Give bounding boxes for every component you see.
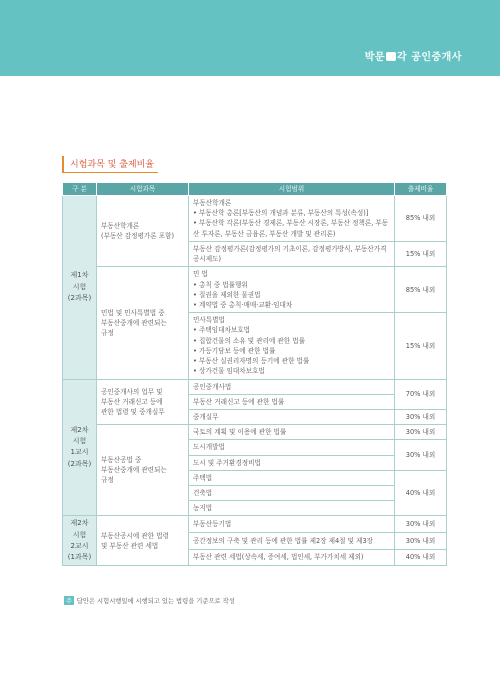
ratio-cell: 40% 내외 bbox=[395, 470, 447, 516]
exam2-1-category: 제2차 시험 1교시 (2과목) bbox=[63, 379, 97, 516]
ratio-cell: 40% 내외 bbox=[395, 549, 447, 566]
range-heading: 부동산학개론 bbox=[193, 199, 232, 207]
header-category: 구 분 bbox=[63, 183, 97, 196]
range-item: • 총칙 중 법률행위 bbox=[193, 280, 248, 289]
ratio-cell: 70% 내외 bbox=[395, 379, 447, 409]
range-item: • 집합건물의 소유 및 관리에 관한 법률 bbox=[193, 336, 306, 345]
range-cell: 중개실무 bbox=[189, 409, 395, 424]
header-range: 시험범위 bbox=[189, 183, 395, 196]
exam1-subject2: 민법 및 민사특별법 중 부동산중개에 관련되는 규정 bbox=[97, 267, 189, 379]
header-subject: 시험과목 bbox=[97, 183, 189, 196]
range-item: • 질권을 제외한 물권법 bbox=[193, 290, 261, 299]
table-row bbox=[63, 196, 447, 242]
range-item: • 부동산학 총론[부동산의 개념과 분류, 부동산의 특성(속성)] bbox=[193, 209, 369, 218]
range-cell: 국토의 계획 및 이용에 관한 법률 bbox=[189, 425, 395, 440]
range-item: • 주택임대차보호법 bbox=[193, 326, 250, 335]
range-cell: 도시 및 주거환경정비법 bbox=[189, 455, 395, 470]
range-item: • 부동산학 각론(부동산 경제론, 부동산 시장론, 부동산 정책론, 부동산 투자론, 부동산 금융론, 부동산 개발 및 관리론) bbox=[193, 219, 389, 238]
exam1-subject2-range2 bbox=[189, 313, 395, 379]
exam2-2-subject: 부동산공시에 관한 법령 및 부동산 관련 세법 bbox=[97, 516, 189, 566]
ratio-cell: 30% 내외 bbox=[395, 516, 447, 533]
table-header-row bbox=[63, 183, 447, 196]
range-cell: 건축법 bbox=[189, 486, 395, 501]
range-cell: 부동산등기법 bbox=[189, 516, 395, 533]
table-row bbox=[63, 516, 447, 533]
range-cell: 주택법 bbox=[189, 470, 395, 485]
range-cell: 부동산 거래신고 등에 관한 법률 bbox=[189, 394, 395, 409]
footnote-text: 답안은 시험시행일에 시행되고 있는 법령을 기준으로 작성 bbox=[76, 598, 235, 605]
exam1-subject1: 부동산학개론 (부동산 감정평가론 포함) bbox=[97, 196, 189, 267]
ratio-cell: 30% 내외 bbox=[395, 440, 447, 470]
section-title: 시험과목 및 출제비율 bbox=[62, 156, 158, 173]
range-heading: 민사특별법 bbox=[193, 316, 225, 325]
exam2-1-subject2: 부동산공법 중 부동산중개에 관련되는 규정 bbox=[97, 425, 189, 516]
brand-logo bbox=[365, 48, 462, 63]
brand-name-part2: 각 공인중개사 bbox=[397, 52, 462, 63]
exam1-category: 제1차 시험 (2과목) bbox=[63, 196, 97, 380]
table-row bbox=[63, 425, 447, 440]
table-row bbox=[63, 267, 447, 313]
range-item: • 상가건물 임대차보호법 bbox=[193, 367, 265, 376]
exam2-1-subject1: 공인중개사의 업무 및 부동산 거래신고 등에 관한 법령 및 중개실무 bbox=[97, 379, 189, 425]
ratio-cell: 85% 내외 bbox=[395, 267, 447, 313]
footnote-tag: 주 bbox=[66, 598, 72, 605]
ratio-cell: 30% 내외 bbox=[395, 425, 447, 440]
footnote bbox=[64, 596, 235, 605]
exam-subjects-table bbox=[62, 182, 447, 566]
ratio-cell: 30% 내외 bbox=[395, 409, 447, 424]
ratio-cell: 85% 내외 bbox=[395, 196, 447, 242]
ratio-cell: 15% 내외 bbox=[395, 313, 447, 379]
exam1-subject1-range2: 부동산 감정평가론(감정평가의 기초이론, 감정평가방식, 부동산가격공시제도) bbox=[189, 241, 395, 266]
exam1-subject1-range1 bbox=[189, 196, 395, 242]
range-cell: 도시개발법 bbox=[189, 440, 395, 455]
exam1-subject2-range1 bbox=[189, 267, 395, 313]
table-row bbox=[63, 379, 447, 394]
range-item: • 가등기담보 등에 관한 법률 bbox=[193, 346, 276, 355]
ratio-cell: 15% 내외 bbox=[395, 241, 447, 266]
range-item: • 계약법 중 총칙·매매·교환·임대차 bbox=[193, 300, 293, 309]
range-cell: 농지법 bbox=[189, 501, 395, 516]
range-heading: 민 법 bbox=[193, 270, 208, 279]
ratio-cell: 30% 내외 bbox=[395, 533, 447, 550]
exam2-2-category: 제2차 시험 2교시 (1과목) bbox=[63, 516, 97, 566]
range-cell: 부동산 관련 세법(상속세, 증여세, 법인세, 부가가치세 제외) bbox=[189, 549, 395, 566]
header-ratio: 출제비율 bbox=[395, 183, 447, 196]
header-banner bbox=[0, 0, 500, 76]
range-cell: 공간정보의 구축 및 관리 등에 관한 법률 제2장 제4절 및 제3장 bbox=[189, 533, 395, 550]
range-cell: 공인중개사법 bbox=[189, 379, 395, 394]
brand-name-part1: 박문 bbox=[364, 52, 386, 63]
brand-mark-icon bbox=[386, 52, 396, 61]
range-item: • 부동산 실권리자명의 등기에 관한 법률 bbox=[193, 357, 310, 366]
